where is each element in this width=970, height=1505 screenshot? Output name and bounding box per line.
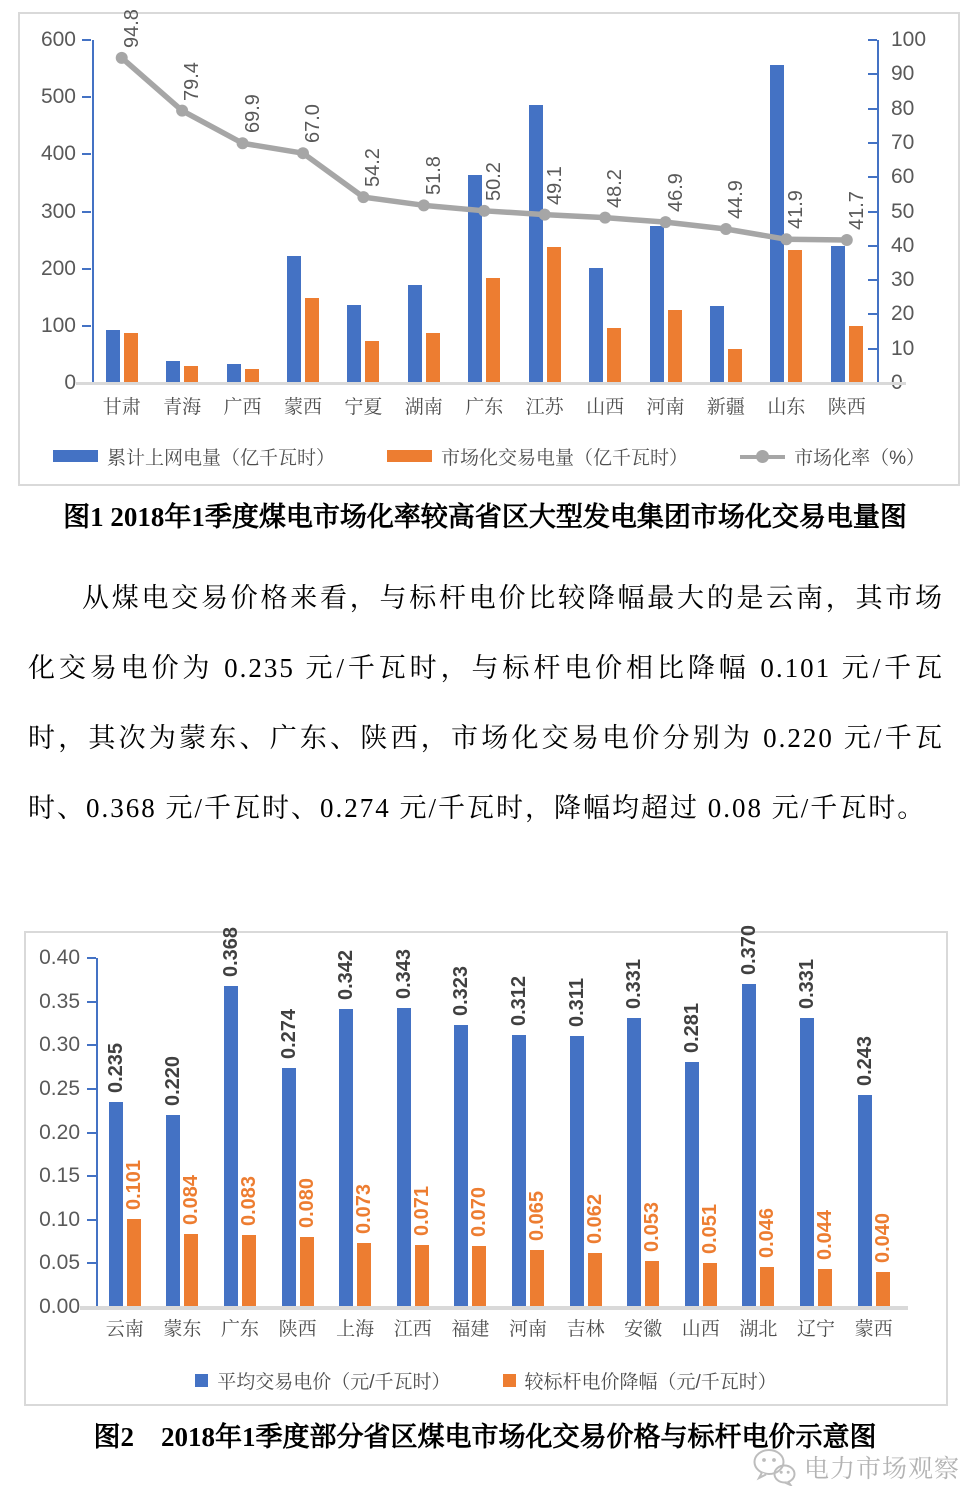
- legend-bar-swatch: [53, 450, 98, 462]
- left-axis-line: [96, 958, 98, 1307]
- category-label: 山东: [767, 397, 806, 418]
- data-label: 0.220: [162, 1055, 185, 1107]
- bar-辽宁-blue: [800, 1018, 814, 1307]
- data-label: 0.101: [122, 1159, 145, 1210]
- legend-label: 市场化交易电量（亿千瓦时）: [441, 447, 689, 469]
- bar-陕西-orange: [300, 1237, 314, 1307]
- category-label: 江苏: [525, 397, 564, 418]
- axis-tick: [87, 1001, 96, 1003]
- legend-item: [503, 1367, 777, 1394]
- bar-云南-blue: [109, 1102, 123, 1307]
- line-marker: [478, 205, 490, 217]
- data-label: 0.235: [104, 1042, 127, 1093]
- legend-label: 累计上网电量（亿千瓦时）: [107, 447, 336, 469]
- category-label: 上海: [336, 1319, 375, 1340]
- data-label: 50.2: [483, 161, 506, 201]
- line-marker: [418, 199, 430, 211]
- category-label: 新疆: [706, 397, 745, 418]
- line-marker: [297, 147, 309, 159]
- data-label: 0.243: [853, 1035, 876, 1086]
- y-axis-tick-label: 50: [891, 199, 915, 223]
- category-label: 安徽: [624, 1319, 663, 1340]
- body-paragraph: 从煤电交易价格来看，与标杆电价比较降幅最大的是云南，其市场化交易电价为 0.235 元/千瓦时，与标杆电价相比降幅 0.101 元/千瓦时，其次为蒙东、广东、陕西，市场化交易电价分别为 0.220 元/千瓦时、0.368 元/千瓦时、0.274 元/千瓦时，降幅均超过 0.08 元/千瓦时。: [28, 583, 944, 823]
- bar-福建-orange: [472, 1246, 486, 1307]
- data-label: 0.343: [392, 948, 415, 999]
- bar-上海-orange: [357, 1243, 371, 1307]
- data-label: 0.046: [756, 1207, 779, 1258]
- data-label: 0.323: [450, 966, 473, 1017]
- data-label: 0.342: [335, 949, 358, 1000]
- data-label: 0.331: [623, 959, 646, 1010]
- data-label: 46.9: [664, 173, 687, 213]
- category-label: 山西: [586, 397, 625, 418]
- category-label: 河南: [646, 397, 685, 418]
- bar-河南-orange: [530, 1250, 544, 1307]
- category-label: 江西: [393, 1319, 432, 1340]
- category-label: 蒙西: [854, 1319, 893, 1340]
- data-label: 0.331: [796, 959, 818, 1010]
- line-marker: [720, 223, 732, 235]
- watermark-text: 电力市场观察: [804, 1455, 961, 1483]
- data-label: 0.083: [238, 1175, 260, 1226]
- data-label: 48.2: [604, 168, 627, 208]
- data-label: 0.040: [871, 1213, 894, 1264]
- y-axis-tick-label: 0: [64, 371, 76, 394]
- data-label: 0.053: [641, 1201, 664, 1252]
- bar-山西-orange: [703, 1263, 717, 1307]
- y-axis-tick-label: 0.15: [39, 1164, 80, 1188]
- y-axis-tick-label: 60: [891, 165, 915, 189]
- bar-河南-blue: [512, 1035, 526, 1307]
- y-axis-tick-label: 100: [40, 313, 76, 337]
- market-rate-line: [20, 14, 962, 488]
- y-axis-tick-label: 500: [40, 85, 76, 109]
- y-axis-tick-label: 0.05: [39, 1251, 80, 1275]
- data-label: 0.274: [277, 1008, 300, 1059]
- figure1-caption: 图1 2018年1季度煤电市场化率较高省区大型发电集团市场化交易电量图: [63, 502, 907, 532]
- bar-湖北-blue: [742, 984, 756, 1307]
- category-label: 陕西: [827, 397, 866, 418]
- data-label: 0.312: [508, 975, 530, 1026]
- legend-item: [53, 443, 335, 470]
- figure2-chart: [24, 925, 948, 1406]
- category-label: 广东: [220, 1319, 259, 1340]
- data-label: 94.8: [120, 8, 143, 48]
- bar-江西-blue: [397, 1008, 411, 1307]
- figure2-plot-area: [26, 925, 946, 1404]
- line-marker: [176, 105, 188, 117]
- axis-tick: [87, 1044, 96, 1046]
- data-label: 41.9: [785, 190, 808, 230]
- y-axis-tick-label: 90: [891, 62, 915, 86]
- category-label: 湖南: [404, 397, 443, 418]
- line-marker: [599, 212, 611, 224]
- data-label: 44.9: [724, 180, 747, 219]
- data-label: 0.080: [295, 1178, 318, 1229]
- y-axis-tick-label: 10: [891, 336, 915, 360]
- legend-item: [195, 1367, 450, 1394]
- y-axis-tick-label: 100: [891, 28, 927, 51]
- line-marker: [660, 216, 672, 228]
- data-label: 69.9: [241, 94, 264, 134]
- category-label: 蒙西: [283, 397, 322, 418]
- data-label: 54.2: [362, 148, 385, 188]
- y-axis-tick-label: 400: [40, 142, 76, 166]
- legend-line-swatch: [740, 450, 785, 463]
- bar-山西-blue: [685, 1062, 699, 1307]
- data-label: 49.1: [543, 165, 566, 205]
- figure1-plot-area: [20, 8, 958, 484]
- data-label: 79.4: [181, 61, 204, 101]
- legend-item: [740, 443, 925, 470]
- legend-label: 平均交易电价（元/千瓦时）: [217, 1371, 451, 1393]
- category-label: 云南: [105, 1319, 144, 1340]
- bar-湖北-orange: [760, 1267, 774, 1307]
- legend-item: [387, 443, 688, 470]
- line-marker: [237, 137, 249, 149]
- y-axis-tick-label: 80: [891, 96, 915, 120]
- bar-蒙东-orange: [184, 1234, 198, 1307]
- data-label: 0.370: [738, 925, 761, 976]
- legend-label: 较标杆电价降幅（元/千瓦时）: [524, 1371, 777, 1393]
- category-label: 青海: [163, 397, 202, 418]
- legend-square-swatch: [503, 1374, 516, 1387]
- bar-吉林-orange: [588, 1253, 602, 1307]
- data-label: 0.065: [526, 1191, 548, 1242]
- bar-吉林-blue: [570, 1036, 584, 1307]
- y-axis-tick-label: 0.30: [39, 1033, 80, 1057]
- axis-tick: [87, 1088, 96, 1090]
- y-axis-tick-label: 600: [40, 28, 76, 51]
- y-axis-tick-label: 0.40: [39, 946, 80, 969]
- y-axis-tick-label: 300: [40, 199, 76, 223]
- y-axis-tick-label: 200: [40, 256, 76, 280]
- category-label: 广西: [223, 397, 262, 418]
- x-axis-line: [80, 1306, 908, 1310]
- data-label: 0.062: [583, 1193, 606, 1244]
- category-label: 蒙东: [163, 1319, 202, 1340]
- y-axis-tick-label: 30: [891, 268, 915, 292]
- wechat-icon: [752, 1448, 796, 1486]
- category-label: 辽宁: [796, 1319, 835, 1340]
- line-marker: [780, 233, 792, 245]
- category-label: 陕西: [278, 1319, 317, 1340]
- y-axis-tick-label: 20: [891, 302, 915, 326]
- bar-上海-blue: [339, 1009, 353, 1307]
- bar-蒙东-blue: [166, 1115, 180, 1307]
- y-axis-tick-label: 70: [891, 130, 915, 154]
- y-axis-tick-label: 40: [891, 233, 915, 257]
- legend-square-swatch: [195, 1374, 208, 1387]
- data-label: 41.7: [845, 191, 868, 230]
- figure1-legend: [20, 443, 958, 469]
- bar-蒙西-blue: [858, 1095, 872, 1307]
- bar-蒙西-orange: [876, 1272, 890, 1307]
- data-label: 0.071: [410, 1185, 433, 1237]
- data-label: 0.051: [698, 1203, 721, 1254]
- legend-label: 市场化率（%）: [794, 447, 925, 469]
- data-label: 0.281: [680, 1002, 703, 1053]
- figure2-caption: 图2 2018年1季度部分省区煤电市场化交易价格与标杆电价示意图: [93, 1422, 877, 1452]
- axis-tick: [87, 957, 96, 959]
- category-label: 广东: [465, 397, 504, 418]
- bar-安徽-blue: [627, 1018, 641, 1307]
- data-label: 67.0: [301, 104, 324, 144]
- line-marker: [841, 234, 853, 246]
- figure1-chart: [18, 8, 960, 486]
- y-axis-tick-label: 0.00: [39, 1295, 80, 1318]
- data-label: 0.073: [353, 1184, 376, 1235]
- data-label: 0.044: [814, 1209, 836, 1260]
- category-label: 吉林: [566, 1319, 605, 1340]
- bar-福建-blue: [454, 1025, 468, 1307]
- bar-江西-orange: [415, 1245, 429, 1307]
- category-label: 湖北: [739, 1319, 778, 1340]
- data-label: 0.084: [180, 1174, 203, 1225]
- y-axis-tick-label: 0.10: [39, 1207, 80, 1231]
- legend-bar-swatch: [387, 450, 432, 462]
- y-axis-tick-label: 0.35: [39, 989, 80, 1013]
- data-label: 0.070: [468, 1186, 491, 1237]
- category-label: 福建: [451, 1319, 490, 1340]
- data-label: 0.311: [565, 977, 588, 1027]
- category-label: 河南: [508, 1319, 547, 1340]
- category-label: 宁夏: [344, 397, 383, 418]
- category-label: 山西: [681, 1319, 720, 1340]
- bar-安徽-orange: [645, 1261, 659, 1307]
- axis-tick: [87, 1175, 96, 1177]
- y-axis-tick-label: 0.20: [39, 1120, 80, 1144]
- bar-陕西-blue: [282, 1068, 296, 1307]
- bar-辽宁-orange: [818, 1269, 832, 1307]
- line-marker: [357, 191, 369, 203]
- line-marker: [539, 209, 551, 221]
- y-axis-tick-label: 0.25: [39, 1076, 80, 1100]
- data-label: 51.8: [422, 156, 445, 196]
- axis-tick: [87, 1219, 96, 1221]
- category-label: 甘肃: [102, 397, 141, 418]
- watermark: [752, 1448, 960, 1486]
- bar-广东-blue: [224, 986, 238, 1307]
- data-label: 0.368: [220, 926, 242, 977]
- axis-tick: [87, 1132, 96, 1134]
- line-marker: [116, 52, 128, 64]
- figure2-legend: [26, 1367, 946, 1393]
- bar-云南-orange: [127, 1219, 141, 1307]
- bar-广东-orange: [242, 1235, 256, 1307]
- legend-line-marker: [756, 450, 769, 463]
- axis-tick: [87, 1262, 96, 1264]
